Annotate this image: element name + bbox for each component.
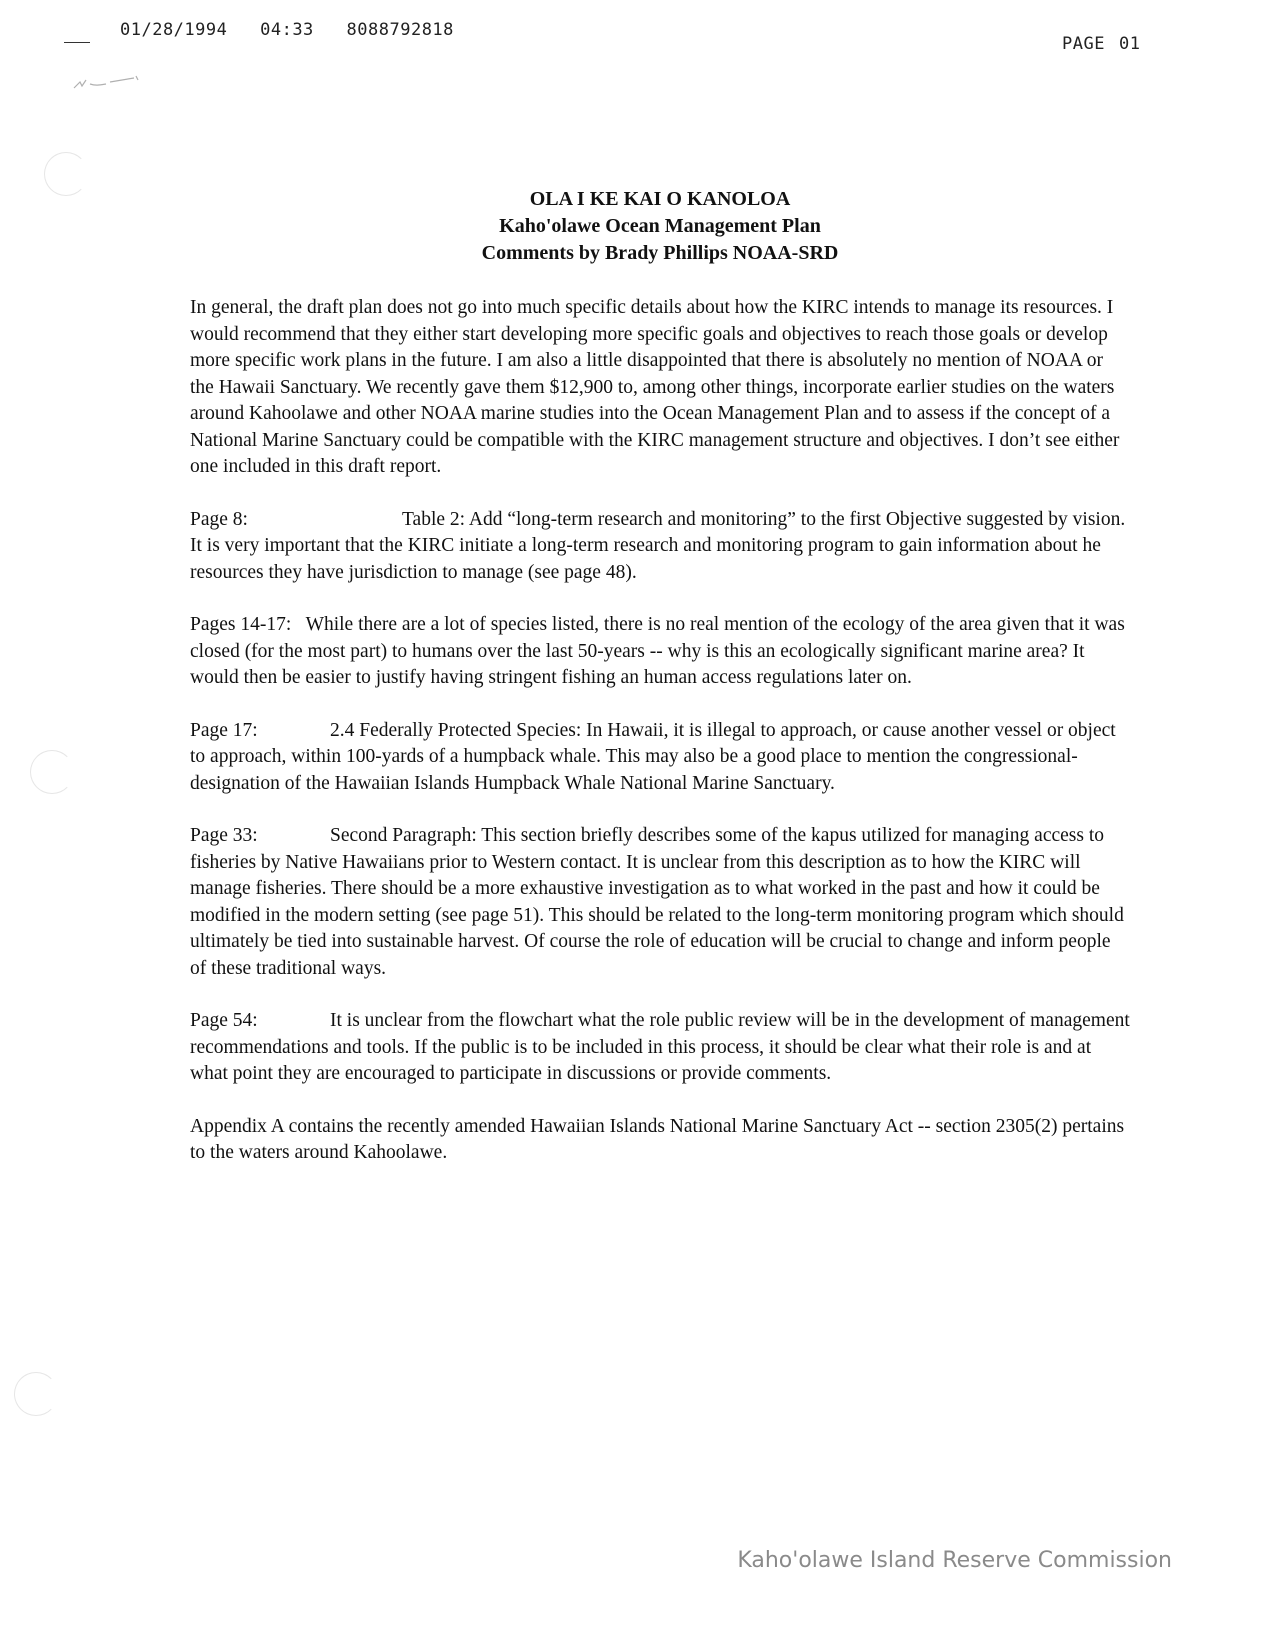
punch-hole-middle bbox=[30, 750, 74, 794]
document-title bbox=[0, 186, 1276, 267]
comment-text: It is unclear from the flowchart what the role public review will be in the development of management recommendations and tools. If the public is to be included in this process, it should be clear what their role is and at what point they are encouraged to participate in discussions or provide comments. bbox=[190, 1010, 1130, 1084]
handwritten-scribble bbox=[72, 74, 142, 94]
comment-text: 2.4 Federally Protected Species: In Hawaii, it is illegal to approach, or cause another vessel or object to approach, within 100-yards of a humpback whale. This may also be a good place to mention the congressional-designation of the Hawaiian Islands Humpback Whale National Marine Sanctuary. bbox=[190, 719, 1116, 794]
comment-ref: Page 54: bbox=[190, 1010, 258, 1031]
comment-ref: Page 17: bbox=[190, 719, 258, 741]
comment-page-54 bbox=[190, 1008, 1130, 1088]
comment-ref: Page 33: bbox=[190, 825, 258, 846]
fax-page-indicator bbox=[1062, 34, 1154, 54]
comment-text: Table 2: Add “long-term research and monitoring” to the first Objective suggested by vision. It is very important that the KIRC initiate a long-term research and monitoring program to gain information about he resources they have jurisdiction to manage (see page 48). bbox=[190, 508, 1126, 583]
document-body bbox=[190, 295, 1130, 1193]
fax-time: 04:33 bbox=[260, 20, 314, 40]
comment-ref: Page 8: bbox=[190, 508, 248, 530]
comment-page-17 bbox=[190, 718, 1130, 798]
fax-date: 01/28/1994 bbox=[120, 20, 228, 40]
comment-page-8 bbox=[190, 507, 1130, 587]
fax-phone: 8088792818 bbox=[346, 20, 454, 40]
comment-page-33 bbox=[190, 823, 1130, 982]
title-line-3: Comments by Brady Phillips NOAA-SRD bbox=[481, 242, 839, 264]
archive-watermark: Kaho'olawe Island Reserve Commission bbox=[737, 1548, 1172, 1573]
comment-text: While there are a lot of species listed, there is no real mention of the ecology of the area given that it was closed (for the most part) to humans over the last 50-years -- why is this an ecologically significant marine area? It would then be easier to justify having stringent fishing an human access regulations later on. bbox=[190, 614, 1125, 688]
title-line-1: OLA I KE KAI O KANOLOA bbox=[529, 188, 791, 210]
comment-text: Second Paragraph: This section briefly describes some of the kapus utilized for managing access to fisheries by Native Hawaiians prior to Western contact. It is unclear from this description as to how the KIRC will manage fisheries. There should be a more exhaustive investigation as to what worked in the past and how it could be modified in the modern setting (see page 51). This should be related to the long-term monitoring program which should ultimately be tied into sustainable harvest. Of course the role of education will be crucial to change and inform people of these traditional ways. bbox=[190, 825, 1124, 979]
comment-ref: Pages 14-17: bbox=[190, 614, 292, 635]
fax-page-number: 01 bbox=[1118, 34, 1141, 54]
fax-header bbox=[120, 20, 476, 40]
fax-page-label: PAGE bbox=[1062, 34, 1105, 54]
punch-hole-bottom bbox=[14, 1372, 58, 1416]
margin-dash-mark bbox=[64, 42, 90, 43]
intro-paragraph: In general, the draft plan does not go into much specific details about how the KIRC intends to manage its resources. I would recommend that they either start developing more specific goals and objectives to reach those goals or develop more specific work plans in the future. I am also a little disappointed that there is absolutely no mention of NOAA or the Hawaii Sanctuary. We recently gave them $12,900 to, among other things, incorporate earlier studies on the waters around Kahoolawe and other NOAA marine studies into the Ocean Management Plan and to assess if the concept of a National Marine Sanctuary could be compatible with the KIRC management structure and objectives. I don’t see either one included in this draft report. bbox=[190, 297, 1120, 477]
comment-pages-14-17 bbox=[190, 612, 1130, 692]
title-line-2: Kaho'olawe Ocean Management Plan bbox=[499, 215, 821, 237]
closing-paragraph: Appendix A contains the recently amended Hawaiian Islands National Marine Sanctuary Act -- section 2305(2) pertains to the waters around Kahoolawe. bbox=[190, 1115, 1125, 1163]
